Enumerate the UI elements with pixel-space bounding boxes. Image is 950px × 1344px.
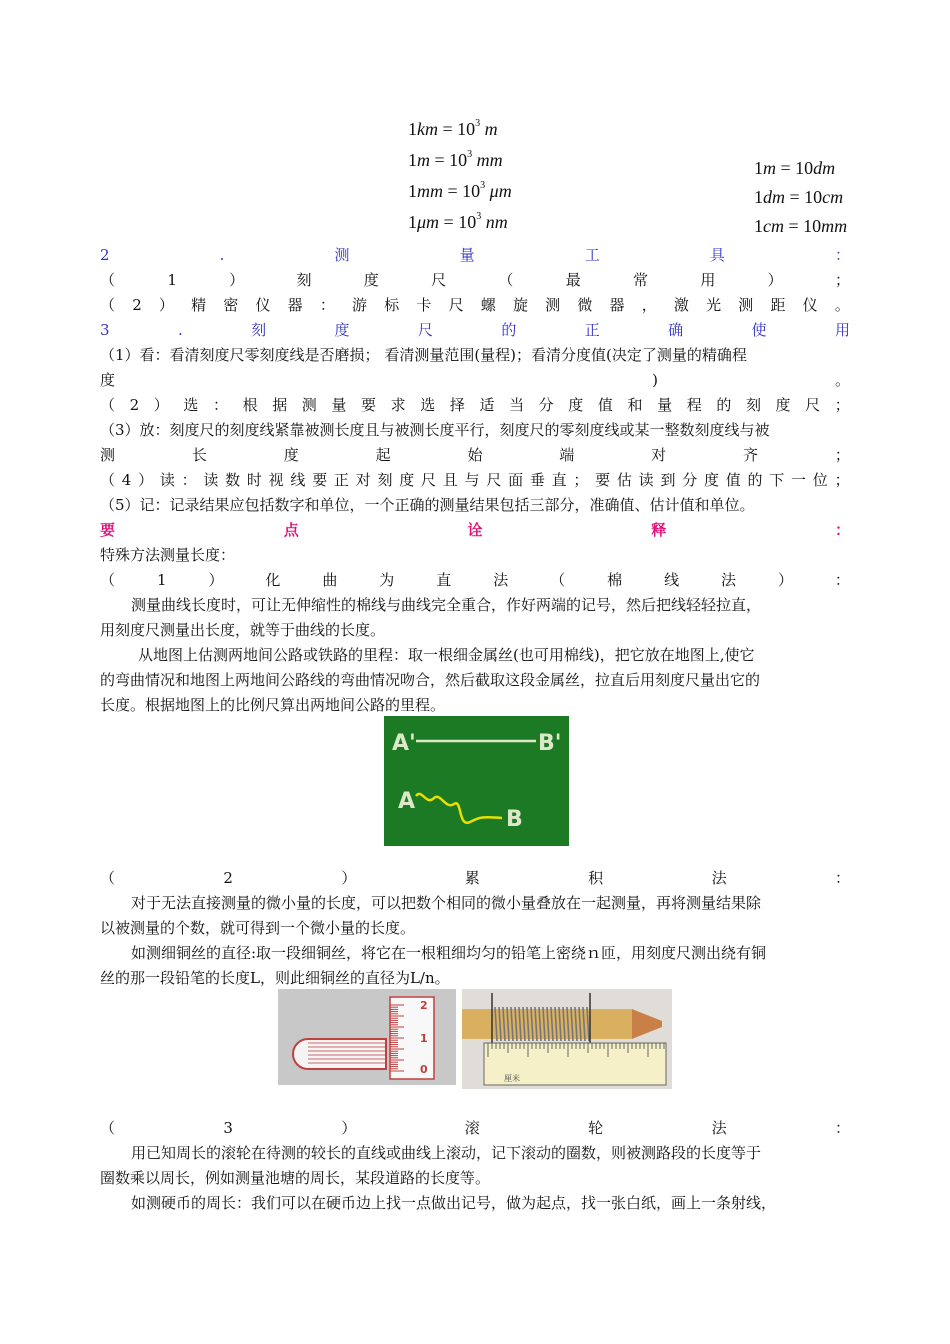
char: 尺 [448, 296, 464, 314]
unit-formula [408, 118, 498, 140]
char: 。 [834, 296, 850, 314]
char: 测 [545, 296, 561, 314]
char: 曲 [322, 571, 338, 589]
char: 螺 [480, 296, 496, 314]
method3-p1-line2: 圈数乘以周长，例如测量池塘的周长，某段道路的长度等。 [100, 1169, 491, 1187]
method1-p2-line3: 长度。根据地图上的比例尺算出两地间公路的里程。 [100, 696, 446, 714]
char: 适 [479, 396, 495, 414]
char: 释 [651, 521, 667, 539]
char: 仪 [802, 296, 818, 314]
char: ） [777, 571, 793, 589]
char: 用 [700, 271, 716, 289]
label-b-prime: B' [538, 731, 562, 756]
unit-formula [754, 216, 847, 237]
char: （ [100, 396, 116, 414]
char: 使 [751, 321, 767, 339]
char: 2 [223, 869, 233, 887]
char: 法 [721, 571, 737, 589]
char: ） [158, 296, 174, 314]
method2-p1-line1: 对于无法直接测量的微小量的长度，可以把数个相同的微小量叠放在一起测量，再将测量结果除 [131, 894, 762, 912]
char: 最 [565, 271, 581, 289]
label-a: A [398, 789, 416, 814]
char: 求 [390, 396, 406, 414]
char: 法 [711, 1119, 727, 1137]
section3-read [100, 468, 850, 492]
char: 对 [651, 446, 667, 464]
section3-place-line1: （3）放：刻度尺的刻度线紧靠被测长度且与被测长度平行，刻度尺的零刻度线或某一整数刻度线与被 [100, 421, 770, 439]
char: 的 [716, 396, 732, 414]
char: ） [341, 1119, 357, 1137]
char: ： [834, 246, 850, 264]
formula-rhs-unit: nm [485, 212, 508, 232]
char: 度 [399, 471, 415, 489]
ruler-tick-1: 1 [420, 1032, 428, 1045]
formula-exp: 3 [475, 118, 481, 129]
char: 长 [191, 446, 207, 464]
char: （ [100, 271, 116, 289]
char: 标 [384, 296, 400, 314]
char: ； [573, 471, 589, 489]
char: 要 [595, 471, 611, 489]
char: （ [100, 1119, 116, 1137]
char: 用 [834, 321, 850, 339]
char: 距 [770, 296, 786, 314]
char: 微 [577, 296, 593, 314]
char: 工 [584, 246, 600, 264]
formula-lhs-num: 1 [754, 187, 763, 207]
char: 线 [290, 471, 306, 489]
char: 分 [538, 396, 554, 414]
formula-eq: = [430, 150, 450, 170]
char: 测 [738, 296, 754, 314]
char: 度 [334, 321, 350, 339]
char: 刻 [745, 396, 761, 414]
formula-rhs-unit: cm [822, 187, 844, 207]
look2-b: ) [652, 371, 658, 389]
formula-lhs-unit: km [417, 119, 438, 139]
formula-lhs-unit: cm [763, 216, 784, 236]
label-a-prime: A' [392, 731, 416, 756]
char: 1 [156, 571, 167, 589]
char: 据 [272, 396, 288, 414]
curve-to-straight-figure [384, 716, 569, 846]
char: 测 [301, 396, 317, 414]
formula-base: 10 [458, 212, 477, 232]
char: 尺 [421, 471, 437, 489]
char: （ [550, 571, 566, 589]
char: 对 [355, 471, 371, 489]
key-points-intro: 特殊方法测量长度： [100, 546, 236, 564]
char: 法 [493, 571, 509, 589]
formula-exp: 3 [467, 149, 473, 160]
ruler-unit: 厘米 [504, 1074, 520, 1083]
look2-c: 。 [834, 371, 850, 389]
char: 仪 [255, 296, 271, 314]
char: 光 [706, 296, 722, 314]
char: （ [100, 471, 116, 489]
char: 测 [100, 446, 116, 464]
char: 量 [331, 396, 347, 414]
formula-lhs-unit: m [763, 158, 776, 178]
formula-rhs-num: 10 [804, 187, 823, 207]
char: 测 [334, 246, 350, 264]
char: ： [181, 471, 197, 489]
formula-base: 10 [449, 150, 468, 170]
key-points-heading [100, 518, 850, 542]
section3-place-line2 [100, 443, 850, 467]
char: 旋 [512, 296, 528, 314]
char: 正 [333, 471, 349, 489]
char: ） [153, 396, 169, 414]
char: 尺 [805, 396, 821, 414]
unit-formula [754, 158, 835, 179]
method2-p1-line2: 以被测量的个数，就可得到一个微小量的长度。 [100, 919, 416, 937]
char: 位 [812, 471, 828, 489]
char: 面 [508, 471, 524, 489]
label-b: B [506, 807, 523, 832]
char: 滚 [464, 1119, 480, 1137]
method2-heading [100, 866, 850, 890]
char: （ [100, 296, 116, 314]
char: 的 [501, 321, 517, 339]
char: 当 [509, 396, 525, 414]
char: ） [767, 271, 783, 289]
formula-eq: = [776, 158, 796, 178]
section2-item1 [100, 268, 850, 292]
section2-item2 [100, 293, 850, 317]
char: 到 [660, 471, 676, 489]
method3-heading [100, 1116, 850, 1140]
section3-look-line1: （1）看：看清刻度尺零刻度线是否磨损； 看清测量范围(量程)；看清分度值(决定了测量的精确程 [100, 346, 747, 364]
char: 激 [673, 296, 689, 314]
formula-eq: = [438, 119, 458, 139]
char: 根 [242, 396, 258, 414]
formula-lhs-unit: dm [763, 187, 785, 207]
formula-rhs-unit: μm [489, 181, 512, 201]
stacked-paper-figure [278, 989, 456, 1085]
pencil-coil-figure [462, 989, 672, 1089]
char: ： [212, 396, 228, 414]
char: 读 [638, 471, 654, 489]
char: 3 [100, 321, 110, 339]
char: 密 [223, 296, 239, 314]
method1-p2-line1: 从地图上估测两地间公路或铁路的里程：取一根细金属丝(也可用棉线)，把它放在地图上,使它 [138, 646, 755, 664]
unit-formula [408, 211, 508, 233]
char: 诠 [467, 521, 483, 539]
char: ； [834, 471, 850, 489]
char: ） [341, 869, 357, 887]
char: 要 [312, 471, 328, 489]
char: 选 [420, 396, 436, 414]
char: 正 [584, 321, 600, 339]
section2-heading [100, 243, 850, 267]
char: 时 [246, 471, 262, 489]
char: 为 [379, 571, 395, 589]
char: 法 [711, 869, 727, 887]
char: 度 [775, 396, 791, 414]
formula-eq: = [443, 181, 463, 201]
method3-p1-line1: 用已知周长的滚轮在待测的较长的直线或曲线上滚动，记下滚动的圈数，则被测路段的长度等于 [131, 1144, 762, 1162]
section3-record: （5）记：记录结果应包括数字和单位，一个正确的测量结果包括三部分，准确值、估计值和单位。 [100, 496, 755, 514]
method1-p1-line1: 测量曲线长度时，可让无伸缩性的棉线与曲线完全重合，作好两端的记号，然后把线轻轻拉直， [131, 596, 762, 614]
method1-heading [100, 568, 850, 592]
char: . [177, 321, 183, 339]
formula-exp: 3 [476, 211, 482, 222]
char: 度 [568, 396, 584, 414]
formula-rhs-unit: mm [821, 216, 848, 236]
char: 且 [442, 471, 458, 489]
char: 起 [375, 446, 391, 464]
char: ） [229, 271, 245, 289]
char: ） [138, 471, 154, 489]
method3-p2-line1: 如测硬币的周长：我们可以在硬币边上找一点做出记号，做为起点，找一张白纸，画上一条射线， [131, 1194, 777, 1212]
char: 端 [559, 446, 575, 464]
char: 读 [159, 471, 175, 489]
char: 下 [769, 471, 785, 489]
char: （ [100, 869, 116, 887]
char: 视 [268, 471, 284, 489]
char: ： [834, 571, 850, 589]
formula-rhs-num: 10 [803, 216, 822, 236]
char: 择 [449, 396, 465, 414]
char: 数 [225, 471, 241, 489]
formula-base: 10 [462, 181, 481, 201]
char: （ [498, 271, 514, 289]
section3-heading [100, 318, 850, 342]
formula-rhs-num: 10 [795, 158, 814, 178]
char: 选 [183, 396, 199, 414]
formula-eq: = [784, 216, 804, 236]
char: 分 [682, 471, 698, 489]
char: 具 [709, 246, 725, 264]
char: ： [319, 296, 335, 314]
formula-rhs-unit: m [484, 119, 498, 139]
char: 3 [223, 1119, 233, 1137]
char: 要 [100, 521, 116, 539]
char: 刻 [377, 471, 393, 489]
char: 精 [191, 296, 207, 314]
char: 常 [633, 271, 649, 289]
char: 始 [467, 446, 483, 464]
char: 尺 [486, 471, 502, 489]
method1-p2-line2: 的弯曲情况和地图上两地间公路线的弯曲情况吻合，然后截取这段金属丝，拉直后用刻度尺量出它的 [100, 671, 761, 689]
char: ： [834, 521, 850, 539]
char: 器 [609, 296, 625, 314]
formula-lhs-num: 1 [408, 212, 417, 232]
char: 齐 [743, 446, 759, 464]
char: ； [834, 396, 850, 414]
method1-p1-line2: 用刻度尺测量出长度，就等于曲线的长度。 [100, 621, 386, 639]
char: 度 [283, 446, 299, 464]
char: 量 [657, 396, 673, 414]
char: 和 [627, 396, 643, 414]
formula-lhs-unit: m [417, 150, 430, 170]
char: 要 [361, 396, 377, 414]
section3-look-line2 [100, 368, 850, 392]
char: 直 [436, 571, 452, 589]
method2-p2-line1: 如测细铜丝的直径:取一段细铜丝，将它在一根粗细均匀的铅笔上密绕ｎ匝，用刻度尺测出绕有铜 [131, 944, 767, 962]
char: 刻 [251, 321, 267, 339]
char: ： [834, 1119, 850, 1137]
char: 2 [132, 296, 142, 314]
unit-formula [408, 180, 512, 202]
formula-lhs-num: 1 [754, 158, 763, 178]
char: 读 [203, 471, 219, 489]
char: 化 [265, 571, 281, 589]
char: 1 [167, 271, 177, 289]
ruler-tick-0: 0 [420, 1063, 428, 1076]
char: 与 [464, 471, 480, 489]
char: （ [100, 571, 116, 589]
unit-formula [408, 149, 503, 171]
formula-eq: = [785, 187, 805, 207]
formula-eq: = [439, 212, 459, 232]
char: 值 [725, 471, 741, 489]
char: ， [641, 296, 657, 314]
char: ） [208, 571, 224, 589]
paper-stack [293, 1039, 386, 1069]
formula-base: 10 [457, 119, 476, 139]
char: . [219, 246, 225, 264]
formula-rhs-unit: dm [813, 158, 836, 178]
char: 程 [686, 396, 702, 414]
ruler-tick-2: 2 [420, 999, 428, 1012]
char: 量 [459, 246, 475, 264]
char: 刻 [296, 271, 312, 289]
char: 一 [791, 471, 807, 489]
char: 轮 [588, 1119, 604, 1137]
char: 尺 [417, 321, 433, 339]
char: 估 [616, 471, 632, 489]
formula-lhs-num: 1 [408, 150, 417, 170]
formula-lhs-unit: mm [417, 181, 443, 201]
char: 点 [283, 521, 299, 539]
char: 积 [588, 869, 604, 887]
char: 确 [668, 321, 684, 339]
method2-p2-line2: 丝的那一段铅笔的长度L，则此细铜丝的直径为L/n。 [100, 969, 450, 987]
formula-lhs-unit: μm [417, 212, 440, 232]
char: 度 [363, 271, 379, 289]
char: 度 [703, 471, 719, 489]
char: 游 [352, 296, 368, 314]
char: 累 [464, 869, 480, 887]
char: 2 [100, 246, 110, 264]
char: ： [834, 869, 850, 887]
char: 器 [287, 296, 303, 314]
char: 棉 [607, 571, 623, 589]
char: 垂 [529, 471, 545, 489]
char: 值 [597, 396, 613, 414]
char: 直 [551, 471, 567, 489]
char: ； [834, 271, 850, 289]
formula-lhs-num: 1 [408, 119, 417, 139]
formula-lhs-num: 1 [754, 216, 763, 236]
unit-formula [754, 187, 843, 208]
char: 尺 [431, 271, 447, 289]
char: ； [834, 446, 850, 464]
look2-a: 度 [100, 371, 116, 389]
formula-lhs-num: 1 [408, 181, 417, 201]
char: 的 [747, 471, 763, 489]
char: 4 [121, 471, 132, 489]
char: 线 [664, 571, 680, 589]
char: 卡 [416, 296, 432, 314]
char: 2 [129, 396, 140, 414]
formula-exp: 3 [480, 180, 486, 191]
formula-rhs-unit: mm [476, 150, 503, 170]
section3-choose [100, 393, 850, 417]
